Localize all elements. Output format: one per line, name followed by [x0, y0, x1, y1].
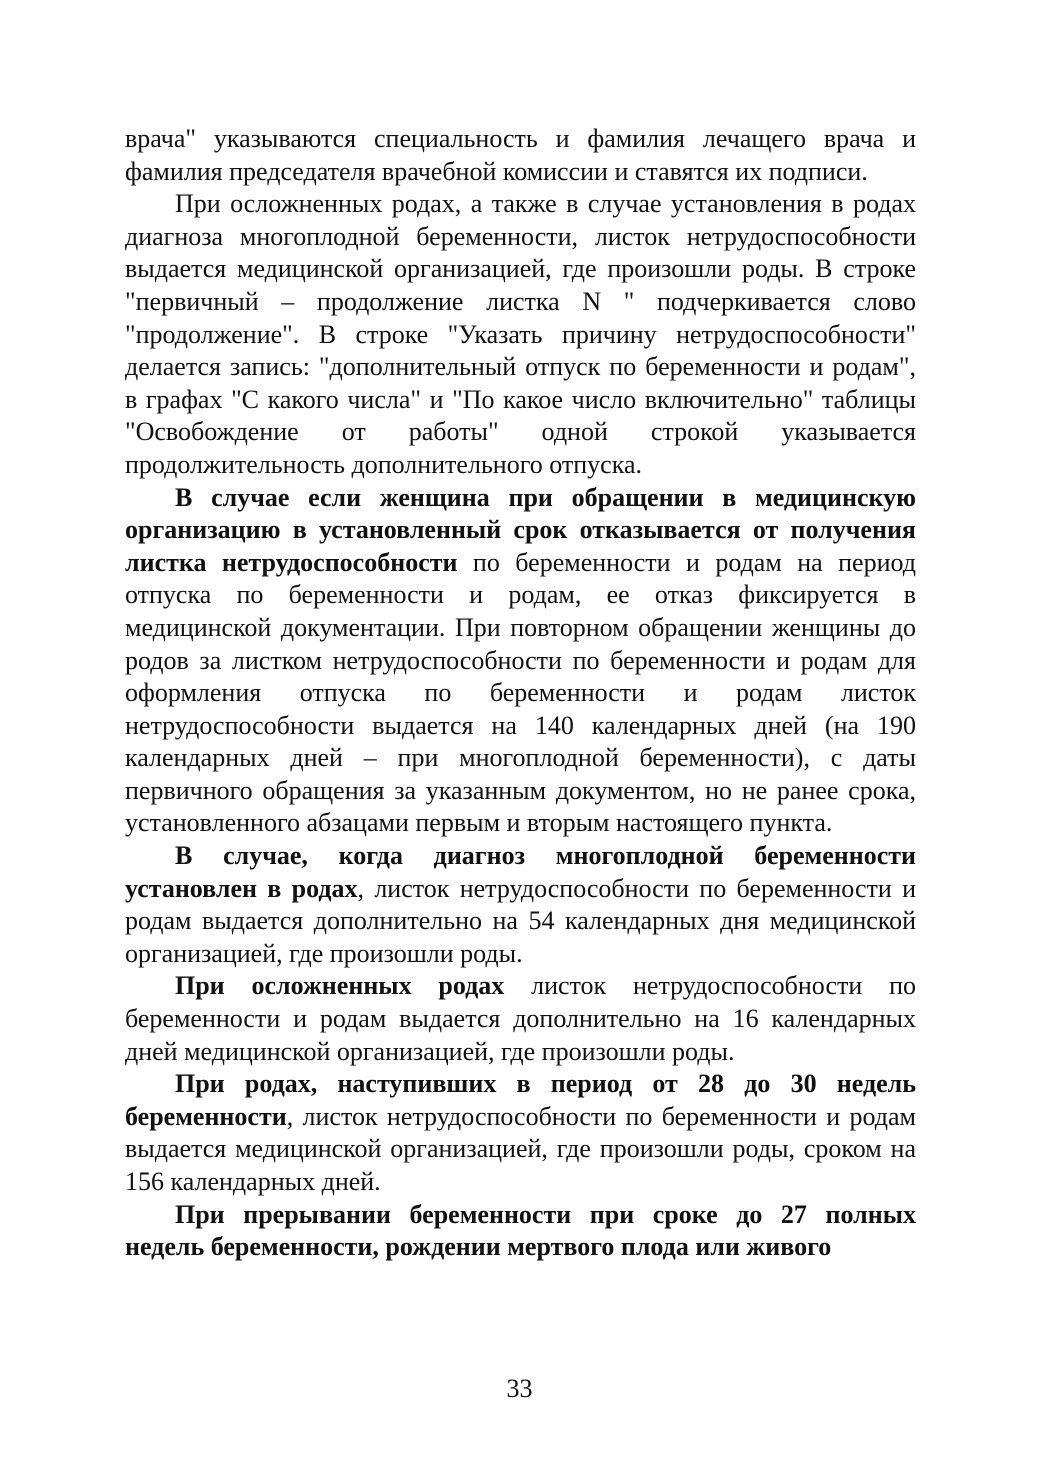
paragraph-text: листок нетрудоспособности по беременности и родам выдается дополнительно на 16 календарных дней медицинской организацией, где произошли роды. [125, 971, 916, 1066]
paragraph-bold-lead: При прерывании беременности при сроке до 27 полных недель беременности, рождении мертвого плода или живого [125, 1199, 916, 1262]
paragraph-bold-lead: При родах, наступивших в период от 28 до 30 недель беременности [125, 1069, 916, 1131]
paragraph-refusal [125, 482, 916, 841]
paragraph-complicated-births [125, 970, 916, 1068]
paragraph-text: При осложненных родах, а также в случае установления в родах диагноза многоплодной беременности, листок нетрудоспособности выдается медицинской организацией, где произошли роды. В строке "первичный – продолжение листка N " подчеркивается слово "продолжение". В строке "Указать причину нетрудоспособности" делается запись: "дополнительный отпуск по беременности и родам", в графах "С какого числа" и "По какое число включительно" таблицы "Освобождение от работы" одной строкой указывается продолжительность дополнительного отпуска. [125, 189, 916, 479]
paragraph-text: , листок нетрудоспособности по беременности и родам выдается медицинской организацией, где произошли роды, сроком на 156 календарных дней. [125, 1101, 916, 1196]
page-body [125, 123, 916, 1264]
paragraph-text: врача" указываются специальность и фамилия лечащего врача и фамилия председателя врачебной комиссии и ставятся их подписи. [125, 124, 916, 186]
paragraph-termination [125, 1199, 916, 1264]
page-number: 33 [506, 1374, 533, 1403]
paragraph-continuation [125, 123, 916, 188]
paragraph-text: , листок нетрудоспособности по беременности и родам выдается дополнительно на 54 календарных дня медицинской организацией, где произошли роды. [125, 873, 916, 968]
paragraph-text: по беременности и родам на период отпуска по беременности и родам, ее отказ фиксируется в медицинской документации. При повторном обращении женщины до родов за листком нетрудоспособности по беременности и родам для оформления отпуска по беременности и родам листок нетрудоспособности выдается на 140 календарных дней (на 190 календарных дней – при многоплодной беременности), с даты первичного обращения за указанным документом, но не ранее срока, установленного абзацами первым и вторым настоящего пункта. [125, 547, 916, 838]
paragraph-bold-lead: При осложненных родах [175, 971, 505, 1001]
paragraph-multiple-pregnancy [125, 840, 916, 970]
paragraph-complicated-delivery [125, 188, 916, 481]
paragraph-bold-lead: В случае если женщина при обращении в медицинскую организацию в установленный срок отказывается от получения листка нетрудоспособности [125, 482, 916, 577]
paragraph-bold-lead: В случае, когда диагноз многоплодной беременности установлен в родах [125, 841, 916, 903]
paragraph-28-30-weeks [125, 1068, 916, 1198]
